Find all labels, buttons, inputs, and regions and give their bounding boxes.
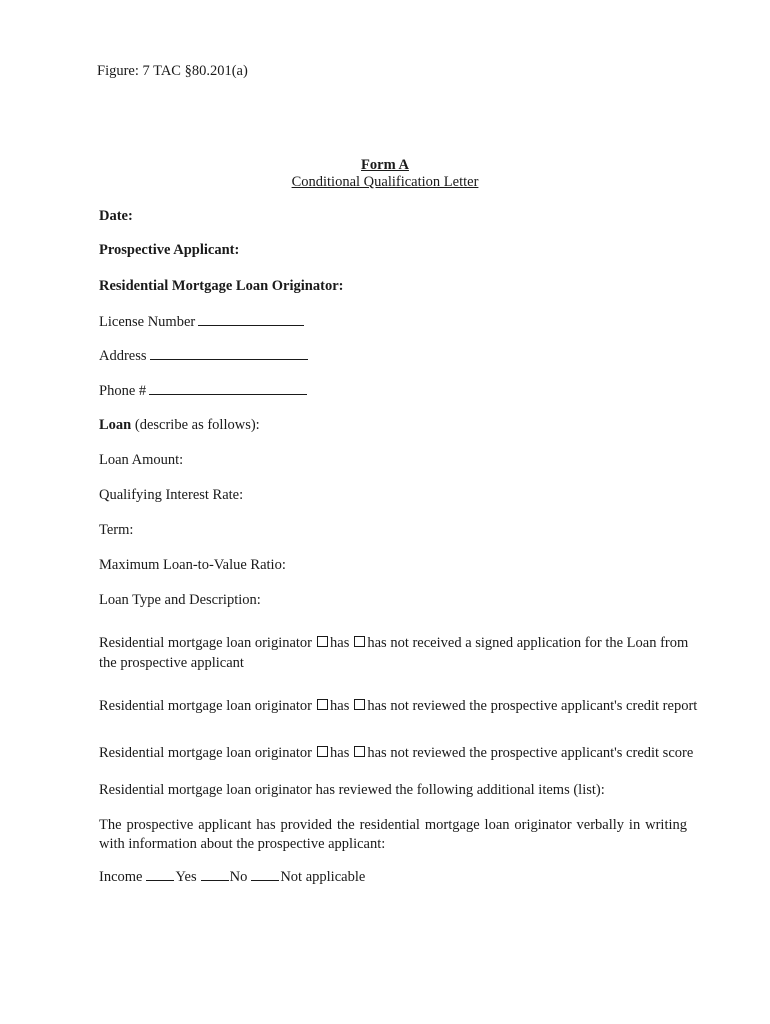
address-row: [99, 347, 308, 365]
has-checkbox[interactable]: [317, 699, 328, 710]
income-yes-label: Yes: [175, 869, 197, 885]
income-na-blank[interactable]: [251, 868, 279, 881]
phone-row: [99, 382, 307, 400]
income-yes-blank[interactable]: [146, 868, 174, 881]
interest-rate-label: Qualifying Interest Rate:: [99, 487, 244, 503]
form-subtitle: Conditional Qualification Letter: [291, 174, 479, 190]
statement-credit-score: Residential mortgage loan originator has has not reviewed the prospective applicant's credit score: [99, 745, 694, 761]
originator-label: Residential Mortgage Loan Originator:: [99, 278, 344, 294]
license-number-row: [99, 313, 304, 331]
statement-credit-report: Residential mortgage loan originator has has not reviewed the prospective applicant's credit report: [99, 698, 698, 714]
date-label: Date:: [99, 208, 133, 224]
income-no-label: No: [229, 869, 248, 885]
address-label: Address: [99, 348, 147, 364]
has-checkbox[interactable]: [317, 746, 328, 757]
loan-amount-label: Loan Amount:: [99, 452, 184, 468]
loan-label: Loan: [99, 417, 132, 433]
ltv-label: Maximum Loan-to-Value Ratio:: [99, 557, 286, 573]
has-not-checkbox[interactable]: [354, 746, 365, 757]
figure-caption: Figure: 7 TAC §80.201(a): [97, 63, 248, 79]
income-na-label: Not applicable: [280, 869, 366, 885]
term-label: Term:: [99, 522, 134, 538]
loan-type-label: Loan Type and Description:: [99, 592, 261, 608]
statement-verbal-writing: The prospective applicant has provided the residential mortgage loan originator verbally in writing with information about the prospective applicant:: [99, 817, 687, 852]
prospective-applicant-label: Prospective Applicant:: [99, 242, 240, 258]
income-no-blank[interactable]: [201, 868, 229, 881]
income-label: Income: [99, 869, 143, 885]
license-number-label: License Number: [99, 314, 196, 330]
statement-application: Residential mortgage loan originator has has not received a signed application for the Loan from: [99, 635, 689, 651]
loan-heading: [99, 417, 260, 434]
address-blank[interactable]: [150, 347, 308, 360]
form-title: Form A: [361, 157, 409, 173]
income-row: [99, 868, 365, 886]
loan-label-suffix: (describe as follows):: [131, 417, 260, 433]
statement-additional-items: Residential mortgage loan originator has reviewed the following additional items (list):: [99, 782, 605, 798]
statement-application-cont: the prospective applicant: [99, 655, 244, 671]
license-number-blank[interactable]: [198, 313, 304, 326]
has-checkbox[interactable]: [317, 636, 328, 647]
has-not-checkbox[interactable]: [354, 636, 365, 647]
has-not-checkbox[interactable]: [354, 699, 365, 710]
phone-label: Phone #: [99, 383, 147, 399]
phone-blank[interactable]: [149, 382, 307, 395]
